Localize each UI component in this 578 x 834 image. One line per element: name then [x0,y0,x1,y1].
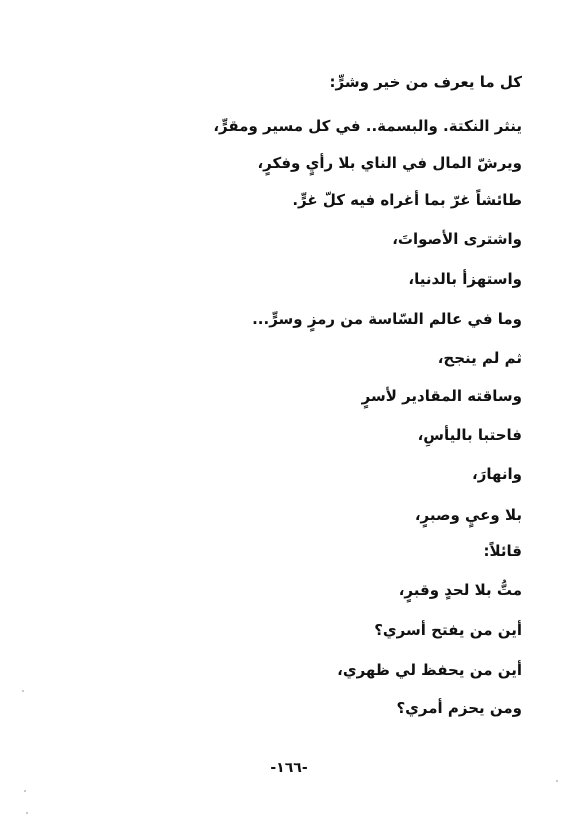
poem-line-13: قائلاً: [483,542,522,560]
poem-line-5: واشترى الأصواتَ، [392,230,522,248]
poem-line-7: وما في عالم السّاسة من رمزٍ وسرٍّ... [252,310,522,328]
poem-line-4: طائشاً غرّ بما أغراه فيه كلّ غرٍّ. [292,191,522,209]
scan-speck [26,812,28,814]
poem-line-16: أين من يحفظ لي ظهري، [337,661,522,679]
poem-line-12: بلا وعيٍ وصبرٍ، [414,506,522,524]
poem-line-8: ثم لم ينجح، [437,349,522,367]
poem-line-17: ومن يحزم أمري؟ [396,699,522,717]
poem-line-2: ينثر النكتة. والبسمة.. في كل مسير ومقرٍّ، [213,117,522,135]
poem-line-15: أين من يفتح أسري؟ [374,621,522,639]
poem-line-3: ويرشّ المال في الناي بلا رأيٍ وفكرٍ، [257,154,522,172]
scan-speck [24,790,26,792]
poem-line-11: وانهارَ، [472,465,522,483]
scan-speck [556,780,558,782]
poem-line-14: متُّ بلا لحدٍ وقبرٍ، [398,581,522,599]
poem-line-1: كل ما يعرف من خير وشرٍّ: [329,73,522,91]
poem-line-9: وساقته المقادير لأسرٍ [361,387,522,405]
poem-line-10: فاحتبا باليأسِ، [417,426,522,444]
page-number: -١٦٦- [270,760,308,776]
scan-speck [22,690,24,692]
poem-line-6: واستهزأ بالدنيا، [408,270,522,288]
